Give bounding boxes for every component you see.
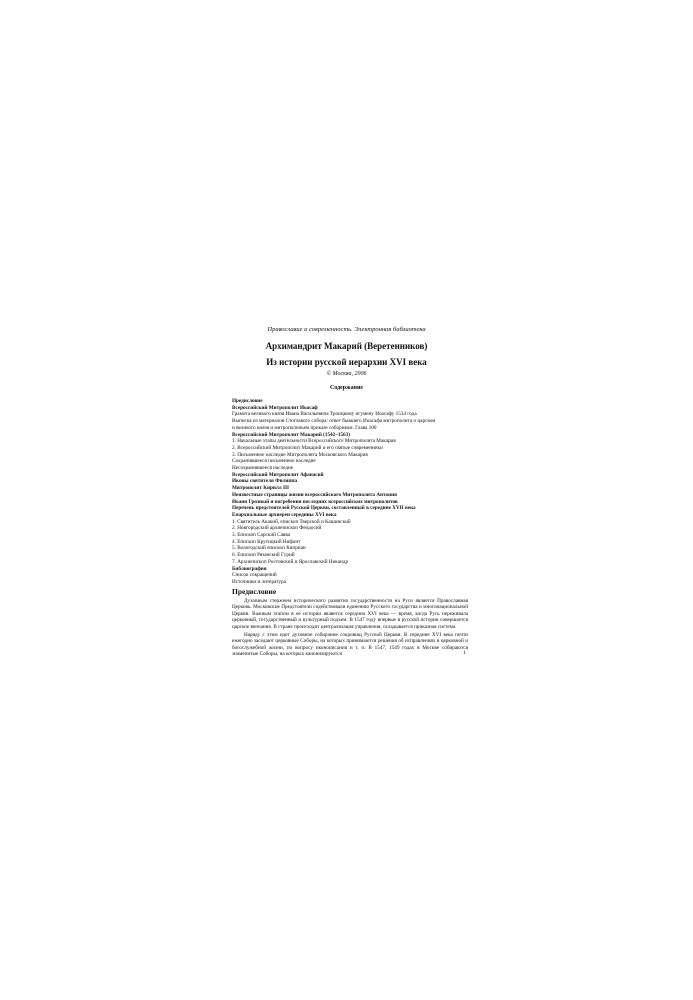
toc-entry[interactable]: 2. Всероссийский Митрополит Макарий и его святые современники bbox=[232, 444, 383, 451]
toc-entry[interactable]: Всероссийский Митрополит Макарий (1542–1563) bbox=[232, 431, 350, 438]
toc-entry[interactable]: 1. Святитель Акакий, епископ Тверской и Кашинский bbox=[232, 518, 351, 525]
toc-entry[interactable]: 1. Начальные этапы деятельности Всероссийского Митрополита Макария bbox=[232, 438, 396, 445]
toc-entry[interactable]: Иоанн Грозный и погребения последних всероссийских митрополитов bbox=[232, 498, 398, 505]
contents-heading: Содержание bbox=[329, 385, 364, 391]
toc-entry[interactable]: Всероссийский Митрополит Иоасаф bbox=[232, 404, 318, 411]
author-name: Архимандрит Макарий (Веретенников) bbox=[265, 341, 428, 351]
library-header-note: Православие и современность. Электронная библиотека bbox=[267, 326, 426, 333]
toc-entry[interactable]: Всероссийский Митрополит Афанасий bbox=[232, 471, 324, 478]
section-heading: Предисловие bbox=[232, 587, 277, 596]
toc-entry[interactable]: 7. Архиепископ Ростовский и Ярославский Никандр bbox=[232, 558, 349, 565]
toc-entry[interactable]: Иконы святителя Филиппа bbox=[232, 478, 298, 485]
toc-entry[interactable]: 4. Епископ Крутицкий Нифонт bbox=[232, 538, 301, 545]
body-text bbox=[232, 598, 468, 660]
book-title: Из истории русской иерархии XVI века bbox=[266, 357, 427, 367]
toc-entry[interactable]: Библиография bbox=[232, 565, 267, 572]
toc-entry[interactable]: 3. Епископ Сарский Савва bbox=[232, 532, 291, 539]
toc-entry[interactable]: Список сокращений bbox=[232, 572, 277, 579]
toc-entry[interactable]: 5. Вологодский епископ Киприан bbox=[232, 545, 306, 552]
toc-entry[interactable]: Перечень предстоятелей Русской Церкви, составленный в середине XVII века bbox=[232, 505, 416, 512]
table-of-contents bbox=[232, 398, 472, 586]
paragraph: Духовным стержнем исторического развития государственности на Руси является Православная Церковь. Московские Предстоятели содействовали единению Русского государства и многонациональной Церкви. Важным этапом в ее истории является середина XVI века — время, когда Русь переживала церковный, государственный и культурный подъем. В 1547 году впервые в русской истории совершается царское венчание. В стране происходит централизация управления, складывается приказная система. bbox=[232, 598, 468, 630]
toc-entry[interactable]: 3. Письменное наследие Митрополита Московского Макария bbox=[232, 451, 368, 458]
toc-entry[interactable]: Несохранившееся наследие bbox=[232, 465, 294, 472]
toc-entry[interactable]: 2. Новгородский архиепископ Феодосий bbox=[232, 525, 322, 532]
toc-entry[interactable]: Сохранившееся письменное наследие bbox=[232, 458, 316, 465]
toc-entry[interactable]: и великого князя и митрополичьем приказе собориком. Глава 100 bbox=[232, 424, 377, 431]
toc-entry[interactable]: Выписка из материалов Стоглавого собора: ответ бывшего Иоасафа митрополита о царском bbox=[232, 418, 436, 425]
toc-entry[interactable]: Источники и литература bbox=[232, 578, 286, 585]
paragraph: Наряду с этим идет духовное собирание сокровищ Русской Церкви. В середине XVI века почти ежегодно заседают церковные Соборы, на которых принимаются решения об исправлениях в церковной и богослужебной жизни, по вопросу иконописания и т. п. В 1547, 1549 годах в Москве собираются знаменитые Соборы, на которых канонизируются bbox=[232, 632, 468, 658]
toc-entry[interactable]: Митрополит Кирилл III bbox=[232, 485, 290, 492]
page-number: 1 bbox=[463, 650, 466, 656]
toc-entry[interactable]: 6. Епископ Рязанский Гурий bbox=[232, 552, 295, 559]
toc-entry[interactable]: Неизвестные страницы жизни всероссийского Митрополита Антония bbox=[232, 491, 397, 498]
toc-entry[interactable]: Предисловие bbox=[232, 398, 263, 404]
copyright-line: © Москва, 2006 bbox=[326, 371, 367, 377]
toc-entry[interactable]: Грамота великого князя Ивана Васильевича Троицкому игумену Иоасафу 1534 года bbox=[232, 411, 417, 418]
toc-entry[interactable]: Епархиальные архиереи середины XVI века bbox=[232, 511, 337, 518]
